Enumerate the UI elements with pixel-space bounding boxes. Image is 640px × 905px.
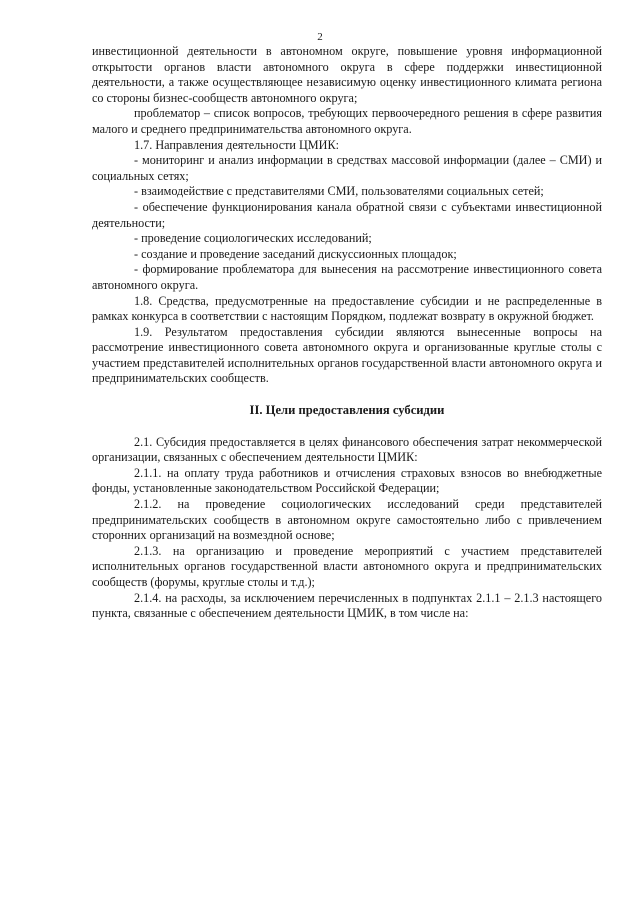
paragraph: 1.8. Средства, предусмотренные на предоставление субсидии и не распределенные в рамках конкурса в соответствии с настоящим Порядком, подлежат возврату в окружной бюджет. [92, 293, 602, 324]
paragraph: 2.1.1. на оплату труда работников и отчисления страховых взносов во внебюджетные фонды, установленные законодательством Российской Федерации; [92, 465, 602, 496]
document-body [92, 44, 602, 622]
list-item: - создание и проведение заседаний дискуссионных площадок; [134, 246, 457, 261]
page-number: 2 [317, 31, 323, 43]
list-item: - мониторинг и анализ информации в средствах массовой информации (далее – СМИ) и социальных сетях; [92, 153, 602, 183]
paragraph: 1.7. Направления деятельности ЦМИК: [134, 137, 339, 152]
list-item: - обеспечение функционирования канала обратной связи с субъектами инвестиционной деятельности; [92, 199, 602, 230]
paragraph: 2.1. Субсидия предоставляется в целях финансового обеспечения затрат некоммерческой организации, связанных с обеспечением деятельности ЦМИК: [92, 434, 602, 465]
list-item: - формирование проблематора для вынесения на рассмотрение инвестиционного совета автономного округа. [92, 262, 602, 292]
paragraph: 1.9. Результатом предоставления субсидии являются вынесенные вопросы на рассмотрение инвестиционного совета автономного округа и организованные круглые столы с участием представителей исполнительных органов государственной власти автономного округа и предпринимательских сообществ. [92, 324, 602, 386]
paragraph: 2.1.3. на организацию и проведение мероприятий с участием представителей исполнительных органов государственной власти автономного округа и предпринимательских сообществ (форумы, круглые столы и т.д.); [92, 543, 602, 589]
section-title: II. Цели предоставления субсидии [249, 403, 445, 418]
paragraph: инвестиционной деятельности в автономном округе, повышение уровня информационной открытости органов власти автономного округа в сфере поддержки инвестиционной деятельности, а также осуществляющее независимую оценку инвестиционного климата региона со стороны бизнес-сообществ автономного округа; [92, 44, 602, 105]
paragraph: 2.1.2. на проведение социологических исследований среди представителей предпринимательских сообществ в автономном округе самостоятельно либо с привлечением сторонних организаций на возмездной основе; [92, 497, 602, 543]
paragraph: 2.1.4. на расходы, за исключением перечисленных в подпунктах 2.1.1 – 2.1.3 настоящего пункта, связанные с обеспечением деятельности ЦМИК, в том числе на: [92, 590, 602, 621]
list-item: - взаимодействие с представителями СМИ, пользователями социальных сетей; [134, 184, 544, 199]
paragraph: проблематор – список вопросов, требующих первоочередного решения в сфере развития малого и среднего предпринимательства автономного округа. [92, 106, 602, 136]
list-item: - проведение социологических исследований; [134, 231, 372, 246]
